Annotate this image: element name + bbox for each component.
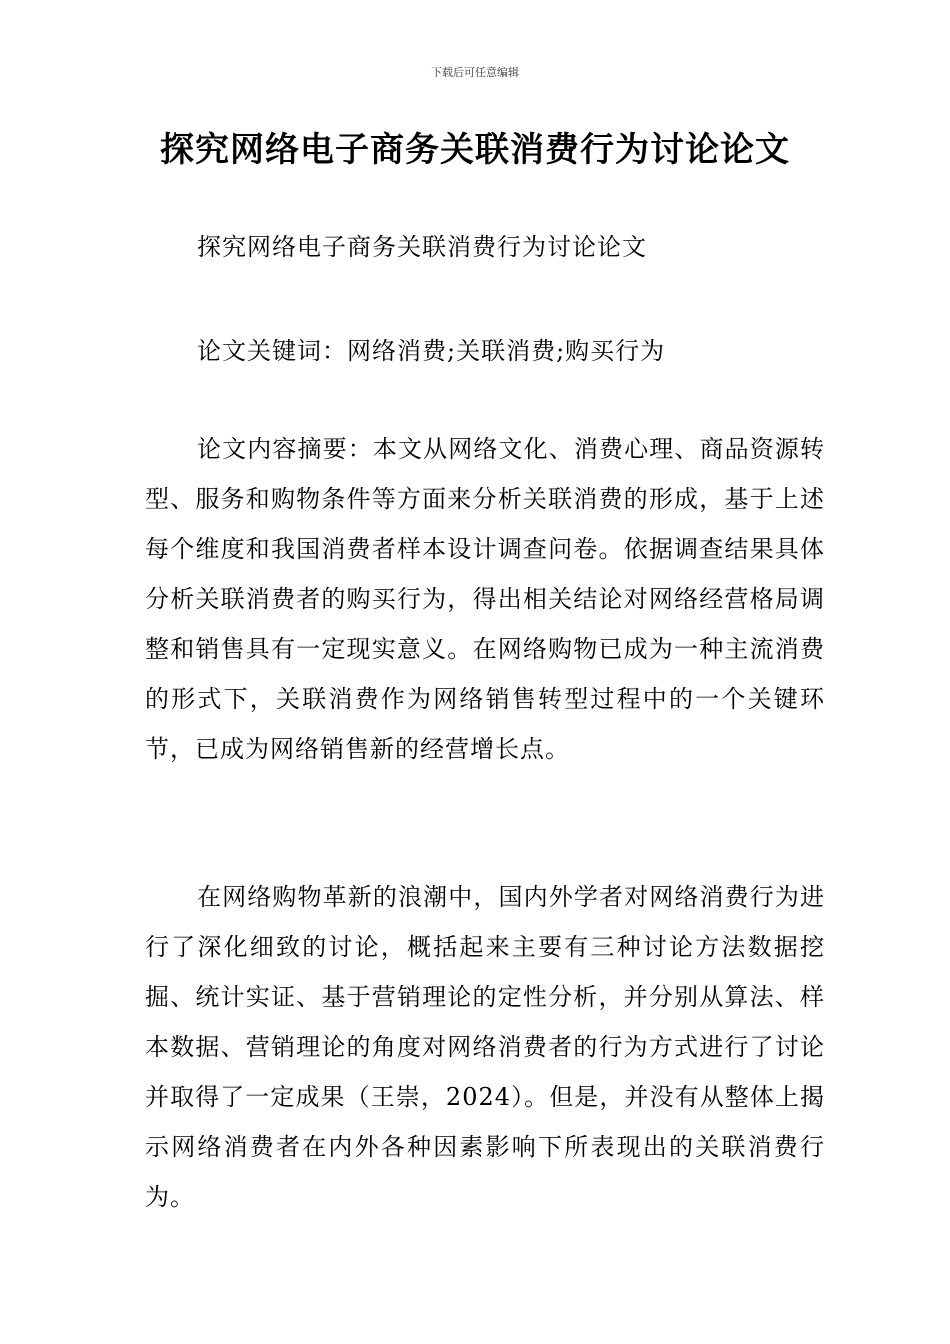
document-title: 探究网络电子商务关联消费行为讨论论文 <box>160 130 790 170</box>
abstract-paragraph: 论文内容摘要：本文从网络文化、消费心理、商品资源转型、服务和购物条件等方面来分析关联消费的形成，基于上述每个维度和我国消费者样本设计调查问卷。依据调查结果具体分析关联消费者的购买行为，得出相关结论对网络经营格局调整和销售具有一定现实意义。在网络购物已成为一种主流消费的形式下，关联消费作为网络销售转型过程中的一个关键环节，已成为网络销售新的经营增长点。 <box>145 435 825 763</box>
body-paragraph: 在网络购物革新的浪潮中，国内外学者对网络消费行为进行了深化细致的讨论，概括起来主要有三种讨论方法数据挖掘、统计实证、基于营销理论的定性分析，并分别从算法、样本数据、营销理论的角度对网络消费者的行为方式进行了讨论并取得了一定成果（王崇，2024）。但是，并没有从整体上揭示网络消费者在内外各种因素影响下所表现出的关联消费行为。 <box>145 883 825 1211</box>
keywords-line: 论文关键词：网络消费;关联消费;购买行为 <box>197 337 666 365</box>
header-note: 下载后可任意编辑 <box>431 66 519 79</box>
document-subtitle: 探究网络电子商务关联消费行为讨论论文 <box>197 233 647 261</box>
